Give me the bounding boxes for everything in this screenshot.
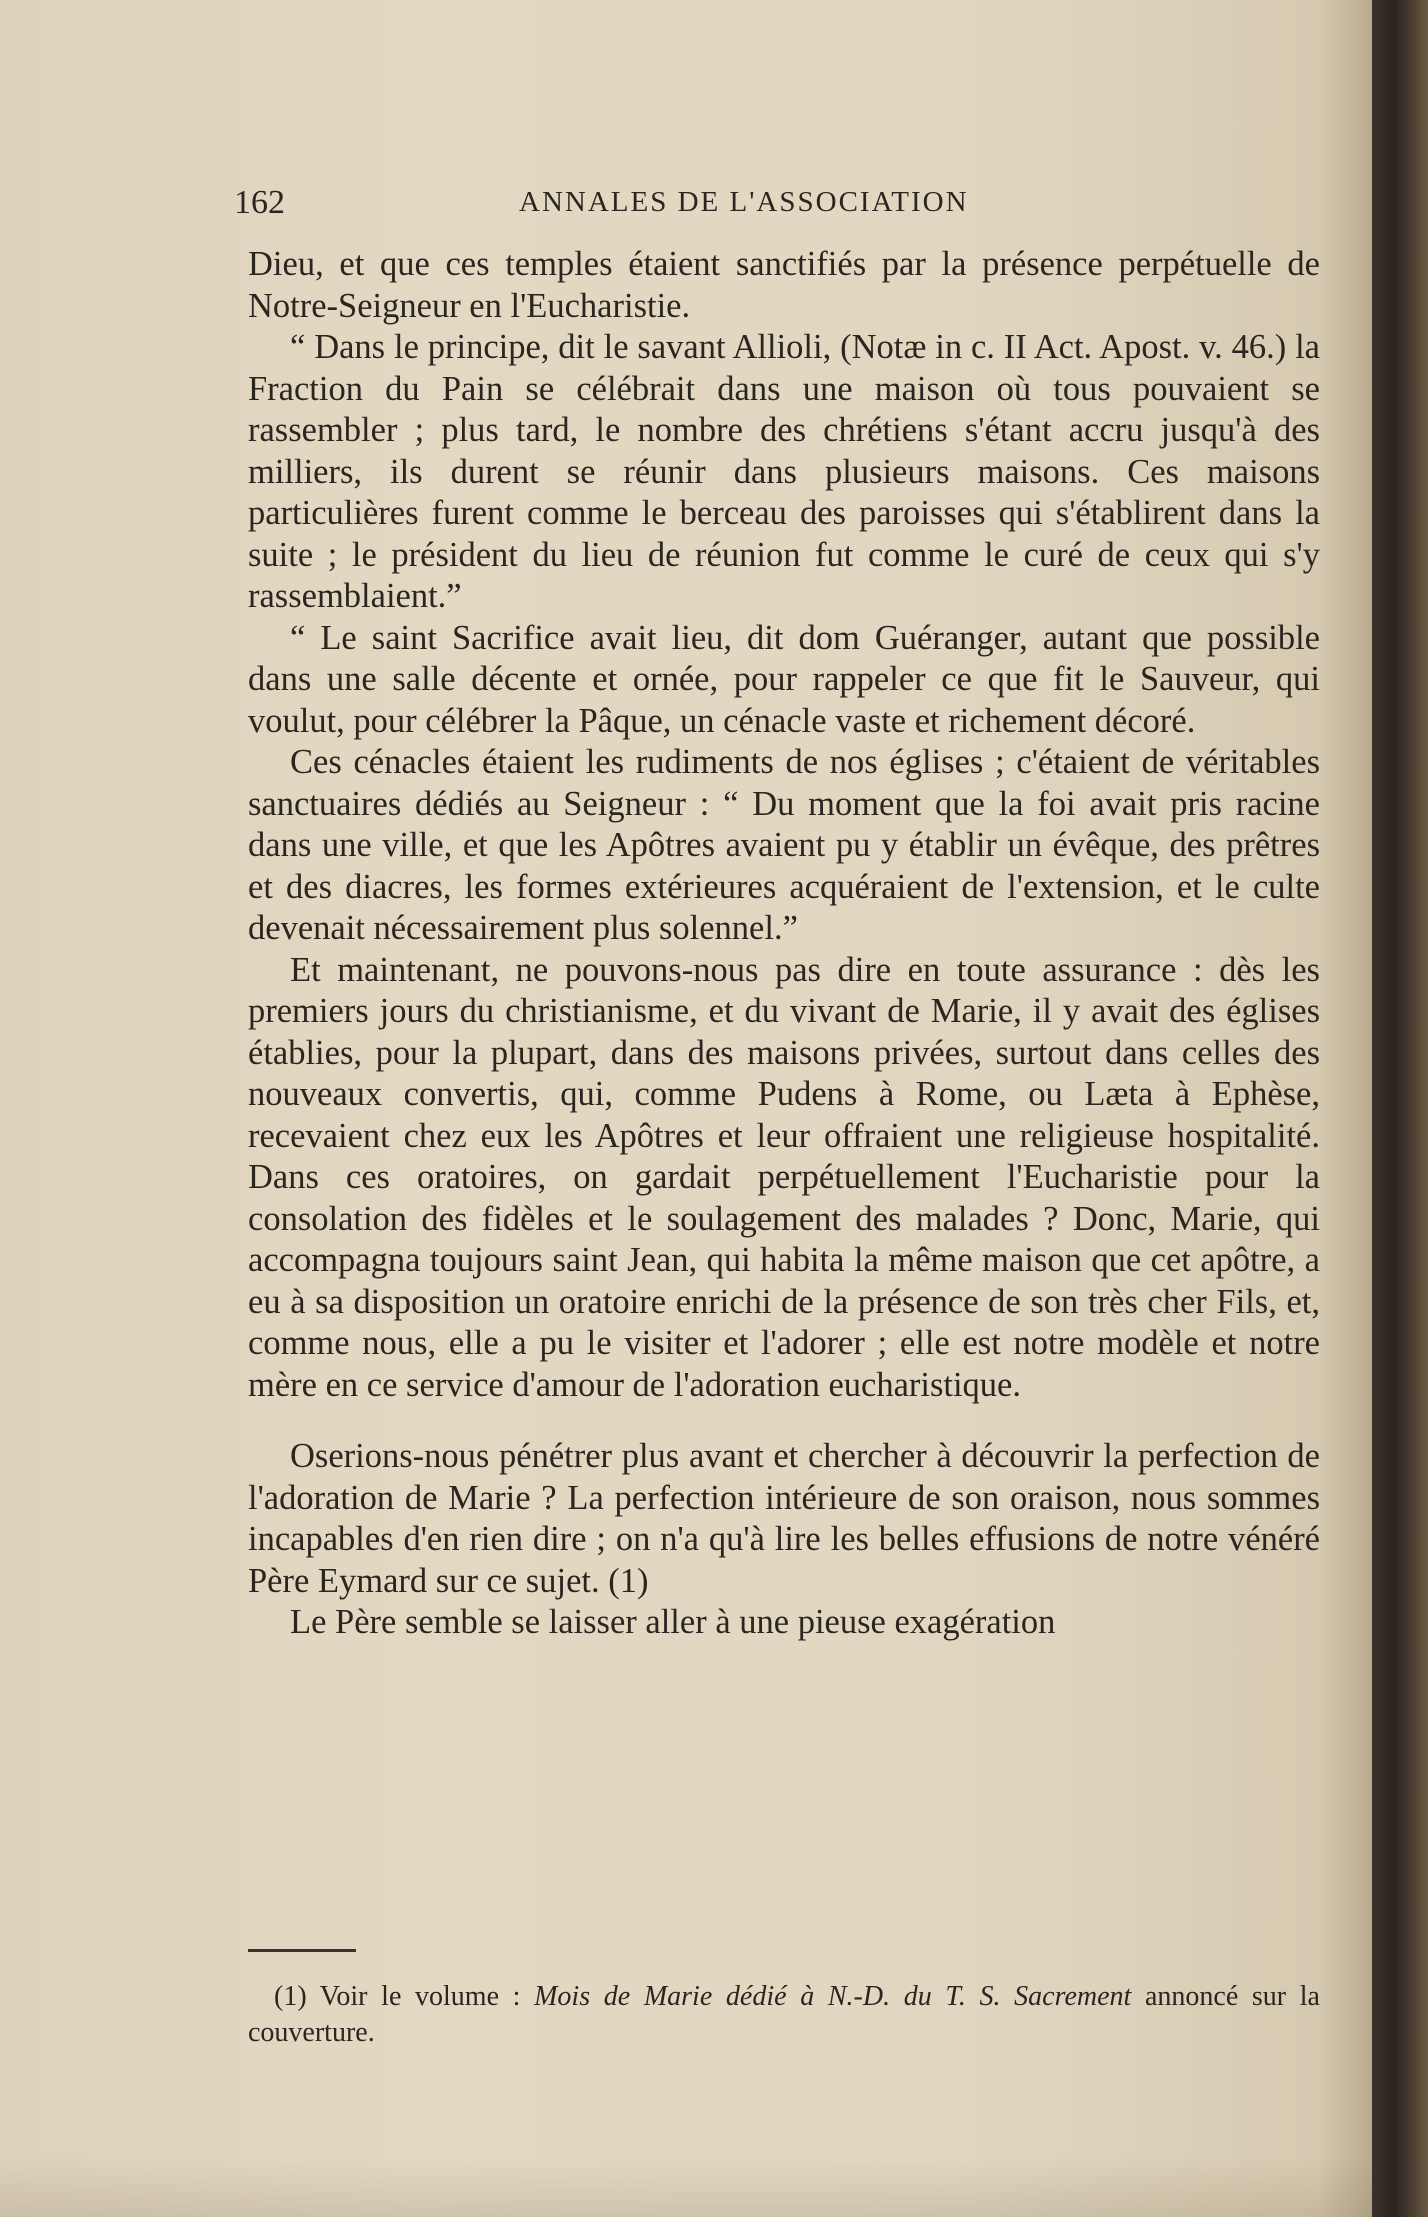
page-number: 162 (234, 184, 285, 221)
footnote-divider (248, 1949, 356, 1952)
paragraph: Oserions-nous pénétrer plus avant et chercher à découvrir la perfection de l'adoration de Marie ? La perfection intérieure de son oraison, nous sommes incapables d'en rien dire ; on n'a qu'à lire les belles effusions de notre vénéré Père Eymard sur ce sujet. (1) (248, 1437, 1320, 1600)
paragraph: “ Dans le principe, dit le savant Allioli, (Notæ in c. II Act. Apost. v. 46.) la Fraction du Pain se célébrait dans une maison où tous pouvaient se rassembler ; plus tard, le nombre des chrétiens s'étant accru jusqu'à des milliers, ils durent se réunir dans plusieurs maisons. Ces maisons particulières furent comme le berceau des paroisses qui s'établirent dans la suite ; le président du lieu de réunion fut comme le curé de ceux qui s'y rassemblaient.” (248, 328, 1320, 615)
page-header (234, 180, 1324, 230)
footnote-suffix: annoncé sur la couverture. (248, 1981, 1320, 2048)
footnote (248, 1979, 1320, 2051)
paragraph: “ Le saint Sacrifice avait lieu, dit dom Guéranger, autant que possible dans une salle décente et ornée, pour rappeler ce que fit le Sauveur, qui voulut, pour célébrer la Pâque, un cénacle vaste et richement décoré. (248, 618, 1320, 740)
footnote-book-title: Mois de Marie dédié à N.-D. du T. S. Sacrement (534, 1981, 1132, 2012)
book-spine-edge (1372, 0, 1428, 2217)
paragraph: Et maintenant, ne pouvons-nous pas dire en toute assurance : dès les premiers jours du christianisme, et du vivant de Marie, il y avait des églises établies, pour la plupart, dans des maisons privées, surtout dans celles des nouveaux convertis, qui, comme Pudens à Rome, ou Læta à Ephèse, recevaient chez eux les Apôtres et leur offraient une religieuse hospitalité. Dans ces oratoires, on gardait perpétuellement l'Eucharistie pour la consolation des fidèles et le soulagement des malades ? Donc, Marie, qui accompagna toujours saint Jean, qui habita la même maison que cet apôtre, a eu à sa disposition un oratoire enrichi de la présence de son très cher Fils, et, comme nous, elle a pu le visiter et l'adorer ; elle est notre modèle et notre mère en ce service d'amour de l'adoration eucharistique. (248, 950, 1320, 1404)
footnote-prefix: (1) Voir le volume : (274, 1981, 535, 2012)
paragraph: Le Père semble se laisser aller à une pieuse exagération (290, 1603, 1056, 1641)
paragraph: Ces cénacles étaient les rudiments de nos églises ; c'étaient de véritables sanctuaires dédiés au Seigneur : “ Du moment que la foi avait pris racine dans une ville, et que les Apôtres avaient pu y établir un évêque, des prêtres et des diacres, les formes extérieures acquéraient de l'extension, et le culte devenait nécessairement plus solennel.” (248, 743, 1320, 947)
paragraph: Dieu, et que ces temples étaient sanctifiés par la présence perpétuelle de Notre-Seigneur en l'Eucharistie. (248, 245, 1320, 325)
running-title: ANNALES DE L'ASSOCIATION (519, 186, 969, 218)
main-text (248, 244, 1320, 1644)
